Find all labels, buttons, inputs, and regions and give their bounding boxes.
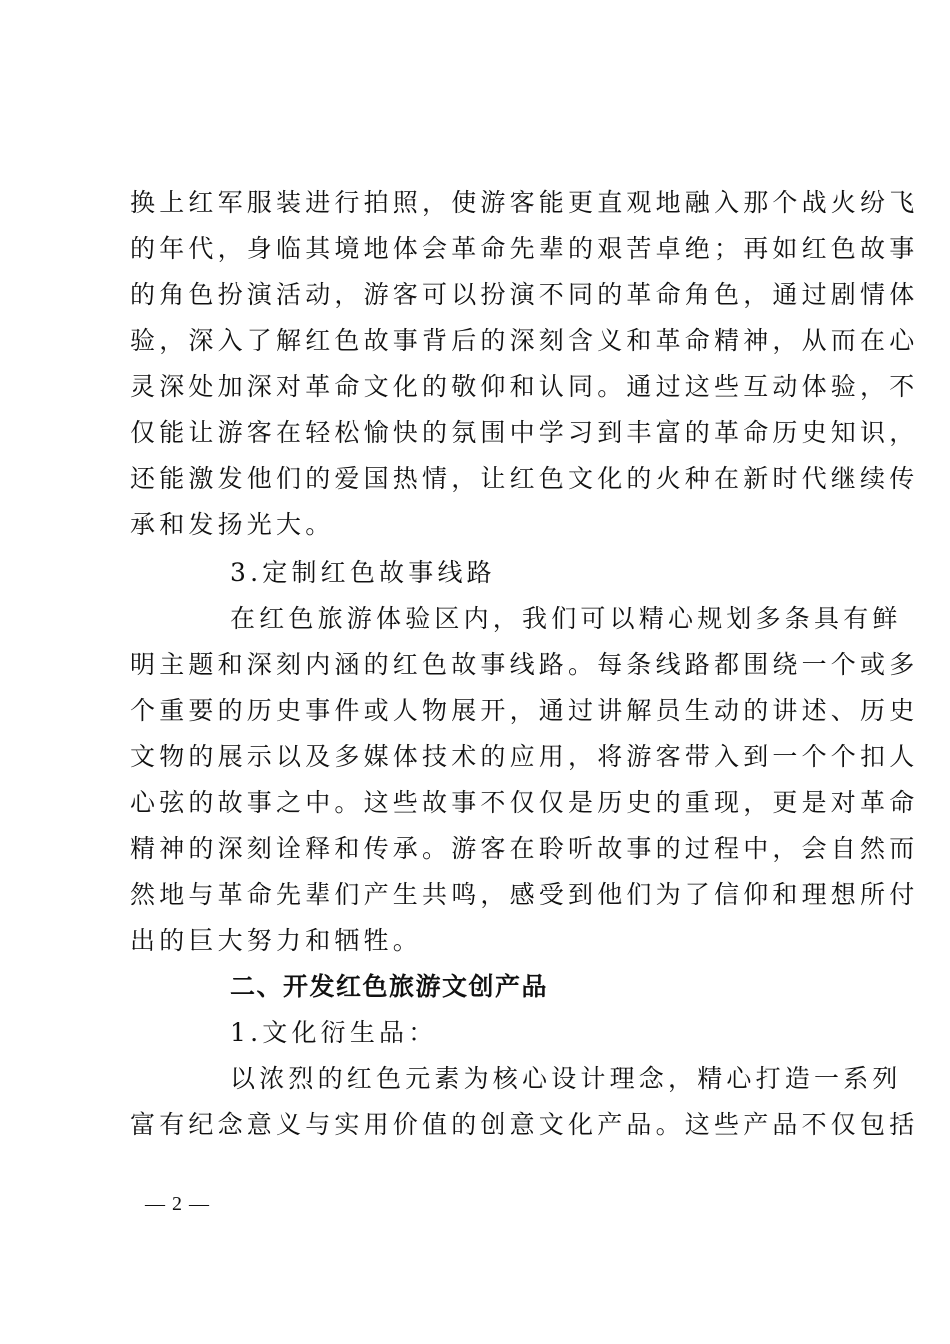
paragraph-line: 的年代，身临其境地体会革命先辈的艰苦卓绝；再如红色故事 bbox=[130, 234, 919, 263]
paragraph-line: 文物的展示以及多媒体技术的应用，将游客带入到一个个扣人 bbox=[130, 742, 919, 771]
paragraph-line: 明主题和深刻内涵的红色故事线路。每条线路都围绕一个或多 bbox=[130, 650, 919, 679]
page-number: — 2 — bbox=[145, 1193, 210, 1215]
paragraph-line: 灵深处加深对革命文化的敬仰和认同。通过这些互动体验，不 bbox=[130, 372, 919, 401]
paragraph-line: 然地与革命先辈们产生共鸣，感受到他们为了信仰和理想所付 bbox=[130, 880, 919, 909]
paragraph-line: 仅能让游客在轻松愉快的氛围中学习到丰富的革命历史知识， bbox=[130, 418, 919, 447]
paragraph-line: 富有纪念意义与实用价值的创意文化产品。这些产品不仅包括 bbox=[130, 1110, 919, 1139]
paragraph-line: 出的巨大努力和牺牲。 bbox=[130, 926, 423, 955]
paragraph-line: 在红色旅游体验区内，我们可以精心规划多条具有鲜 bbox=[230, 604, 902, 633]
section-heading: 二、开发红色旅游文创产品 bbox=[230, 972, 549, 1001]
subsection-title: 1.文化衍生品： bbox=[230, 1018, 438, 1047]
paragraph-line: 以浓烈的红色元素为核心设计理念，精心打造一系列 bbox=[230, 1064, 902, 1093]
paragraph-line: 还能激发他们的爱国热情，让红色文化的火种在新时代继续传 bbox=[130, 464, 919, 493]
paragraph-line: 心弦的故事之中。这些故事不仅仅是历史的重现，更是对革命 bbox=[130, 788, 919, 817]
section-title: 3.定制红色故事线路 bbox=[230, 558, 496, 587]
paragraph-line: 个重要的历史事件或人物展开，通过讲解员生动的讲述、历史 bbox=[130, 696, 919, 725]
paragraph-line: 换上红军服装进行拍照，使游客能更直观地融入那个战火纷飞 bbox=[130, 188, 919, 217]
paragraph-line: 精神的深刻诠释和传承。游客在聆听故事的过程中，会自然而 bbox=[130, 834, 919, 863]
paragraph-line: 的角色扮演活动，游客可以扮演不同的革命角色，通过剧情体 bbox=[130, 280, 919, 309]
paragraph-line: 承和发扬光大。 bbox=[130, 510, 335, 539]
paragraph-line: 验，深入了解红色故事背后的深刻含义和革命精神，从而在心 bbox=[130, 326, 919, 355]
